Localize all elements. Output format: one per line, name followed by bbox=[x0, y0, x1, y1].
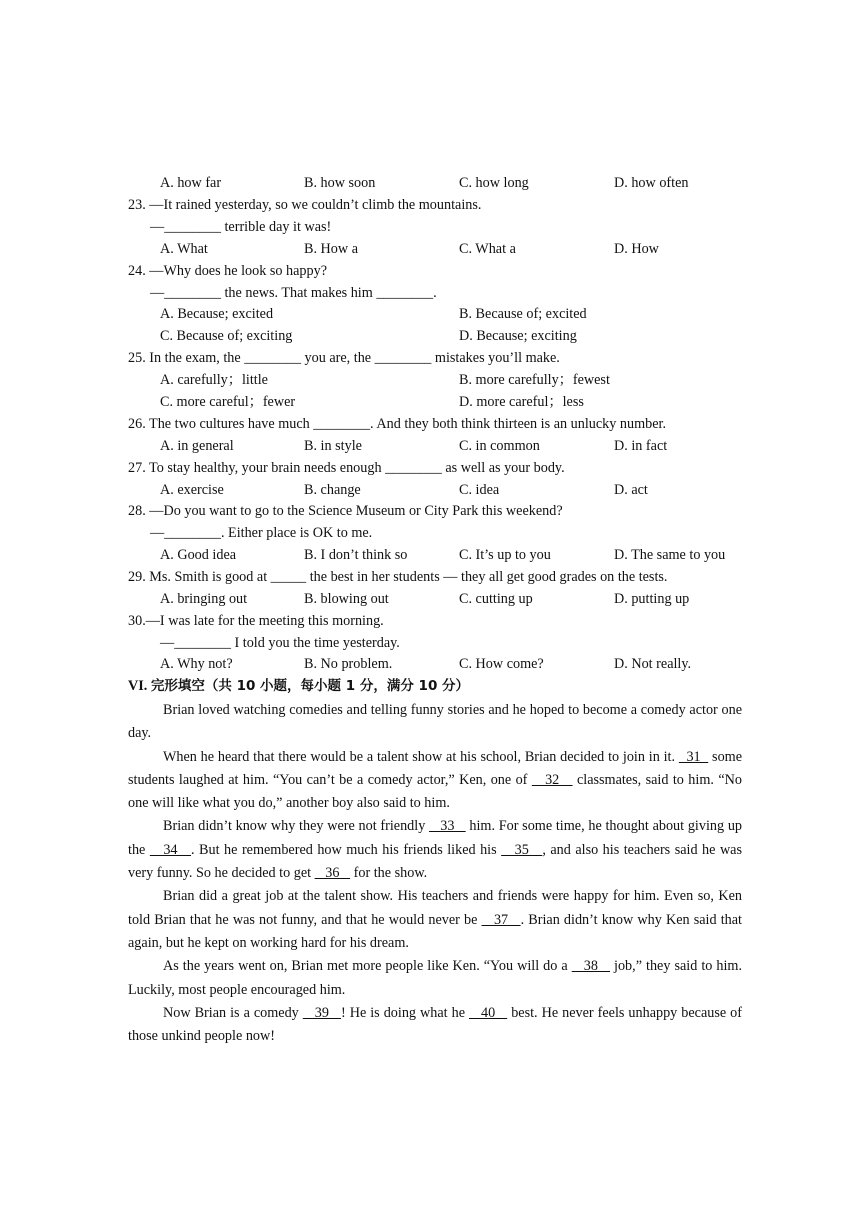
q28-stem: 28. —Do you want to go to the Science Museum or City Park this weekend? bbox=[128, 503, 563, 519]
section-title: 完形填空（共 10 小题，每小题 1 分，满分 10 分） bbox=[150, 678, 470, 694]
q26-option-b: B. in style bbox=[304, 438, 362, 454]
cloze-text: Now Brian is a comedy bbox=[163, 1004, 303, 1021]
q24-stem: 24. —Why does he look so happy? bbox=[128, 263, 327, 279]
q24-option-b: B. Because of; excited bbox=[459, 306, 587, 322]
q23-option-b: B. How a bbox=[304, 241, 358, 257]
q26-option-d: D. in fact bbox=[614, 438, 668, 454]
q22-option-c: C. how long bbox=[459, 175, 529, 191]
blank-34: 34 bbox=[149, 841, 192, 858]
q30-option-c: C. How come? bbox=[459, 656, 544, 672]
q27-option-d: D. act bbox=[614, 482, 648, 498]
q26-option-c: C. in common bbox=[459, 438, 540, 454]
cloze-paragraph-5 bbox=[128, 955, 742, 1002]
q30-option-a: A. Why not? bbox=[160, 656, 233, 672]
q24-option-d: D. Because; exciting bbox=[459, 328, 577, 344]
blank-36: 36 bbox=[314, 865, 351, 882]
q29-option-c: C. cutting up bbox=[459, 591, 533, 607]
blank-37: 37 bbox=[481, 911, 521, 928]
blank-31: 31 bbox=[678, 748, 709, 765]
cloze-text: As the years went on, Brian met more people like Ken. “You will do a bbox=[163, 958, 572, 975]
q23-option-d: D. How bbox=[614, 241, 659, 257]
blank-39: 39 bbox=[302, 1004, 341, 1021]
cloze-text: When he heard that there would be a talent show at his school, Brian decided to join in it. bbox=[163, 748, 679, 765]
cloze-paragraph-1: Brian loved watching comedies and telling funny stories and he hoped to become a comedy actor one day. bbox=[128, 702, 742, 742]
q25-option-a: A. carefully；little bbox=[160, 372, 268, 388]
q27-stem: 27. To stay healthy, your brain needs enough ________ as well as your body. bbox=[128, 460, 565, 476]
q27-option-a: A. exercise bbox=[160, 482, 224, 498]
q29-option-a: A. bringing out bbox=[160, 591, 248, 607]
q30-option-b: B. No problem. bbox=[304, 656, 393, 672]
cloze-paragraph-4 bbox=[128, 885, 742, 955]
cloze-text: . But he remembered how much his friends liked his bbox=[191, 841, 502, 858]
cloze-paragraph-3 bbox=[128, 815, 742, 885]
q22-option-d: D. how often bbox=[614, 175, 689, 191]
q29-stem: 29. Ms. Smith is good at _____ the best in her students — they all get good grades on the tests. bbox=[128, 569, 668, 585]
q25-stem: 25. In the exam, the ________ you are, the ________ mistakes you’ll make. bbox=[128, 350, 560, 366]
q24-sub: —________ the news. That makes him ________. bbox=[150, 285, 437, 301]
q22-option-b: B. how soon bbox=[304, 175, 376, 191]
q23-sub: —________ terrible day it was! bbox=[150, 219, 332, 235]
cloze-text: , and also his teachers said he was very funny. So he decided to get bbox=[128, 841, 743, 882]
q25-option-c: C. more careful；fewer bbox=[160, 394, 296, 410]
blank-40: 40 bbox=[469, 1004, 508, 1021]
q24-option-c: C. Because of; exciting bbox=[160, 328, 293, 344]
q29-option-b: B. blowing out bbox=[304, 591, 389, 607]
q22-option-a: A. how far bbox=[160, 175, 222, 191]
cloze-text: Brian did a great job at the talent show. His teachers and friends were happy for him. Even so, Ken told Brian that he was not funny, and that he would never be bbox=[128, 888, 742, 928]
cloze-text: for the show. bbox=[350, 865, 428, 882]
cloze-paragraph-6 bbox=[128, 1002, 742, 1049]
q30-sub: —________ I told you the time yesterday. bbox=[160, 635, 400, 651]
q28-option-c: C. It’s up to you bbox=[459, 547, 551, 563]
q28-sub: —________. Either place is OK to me. bbox=[150, 525, 373, 541]
cloze-paragraph-2 bbox=[128, 746, 742, 816]
q27-option-b: B. change bbox=[304, 482, 361, 498]
q28-option-a: A. Good idea bbox=[160, 547, 237, 563]
q27-option-c: C. idea bbox=[459, 482, 500, 498]
cloze-passage bbox=[128, 699, 742, 1048]
q29-option-d: D. putting up bbox=[614, 591, 690, 607]
section-heading bbox=[128, 676, 469, 696]
blank-32: 32 bbox=[531, 771, 573, 788]
cloze-text: him. For some time, he thought about giving up the bbox=[128, 818, 743, 858]
q30-stem: 30.—I was late for the meeting this morning. bbox=[128, 613, 384, 629]
blank-33: 33 bbox=[429, 818, 466, 835]
q23-option-a: A. What bbox=[160, 241, 208, 257]
cloze-text: job,” they said to him. Luckily, most people encouraged him. bbox=[128, 958, 742, 998]
q24-option-a: A. Because; excited bbox=[160, 306, 274, 322]
q28-option-b: B. I don’t think so bbox=[304, 547, 408, 563]
q26-stem: 26. The two cultures have much ________. And they both think thirteen is an unlucky number. bbox=[128, 416, 666, 432]
section-number: VI. bbox=[128, 678, 151, 694]
blank-38: 38 bbox=[571, 958, 610, 975]
cloze-text: ! He is doing what he bbox=[340, 1004, 469, 1021]
q25-option-b: B. more carefully；fewest bbox=[459, 372, 610, 388]
cloze-text: best. He never feels unhappy because of those unkind people now! bbox=[128, 1004, 742, 1045]
q28-option-d: D. The same to you bbox=[614, 547, 726, 563]
q23-stem: 23. —It rained yesterday, so we couldn’t climb the mountains. bbox=[128, 197, 482, 213]
cloze-text: classmates, said to him. “No one will like what you do,” another boy also said to him. bbox=[128, 771, 742, 812]
blank-35: 35 bbox=[501, 841, 543, 858]
cloze-text: . Brian didn’t know why Ken said that again, but he kept on working hard for his dream. bbox=[128, 911, 742, 951]
cloze-text: Brian didn’t know why they were not friendly bbox=[163, 818, 430, 835]
cloze-text: some students laughed at him. “You can’t be a comedy actor,” Ken, one of bbox=[128, 748, 742, 788]
q30-option-d: D. Not really. bbox=[614, 656, 692, 672]
q26-option-a: A. in general bbox=[160, 438, 234, 454]
q25-option-d: D. more careful；less bbox=[459, 394, 584, 410]
q23-option-c: C. What a bbox=[459, 241, 516, 257]
